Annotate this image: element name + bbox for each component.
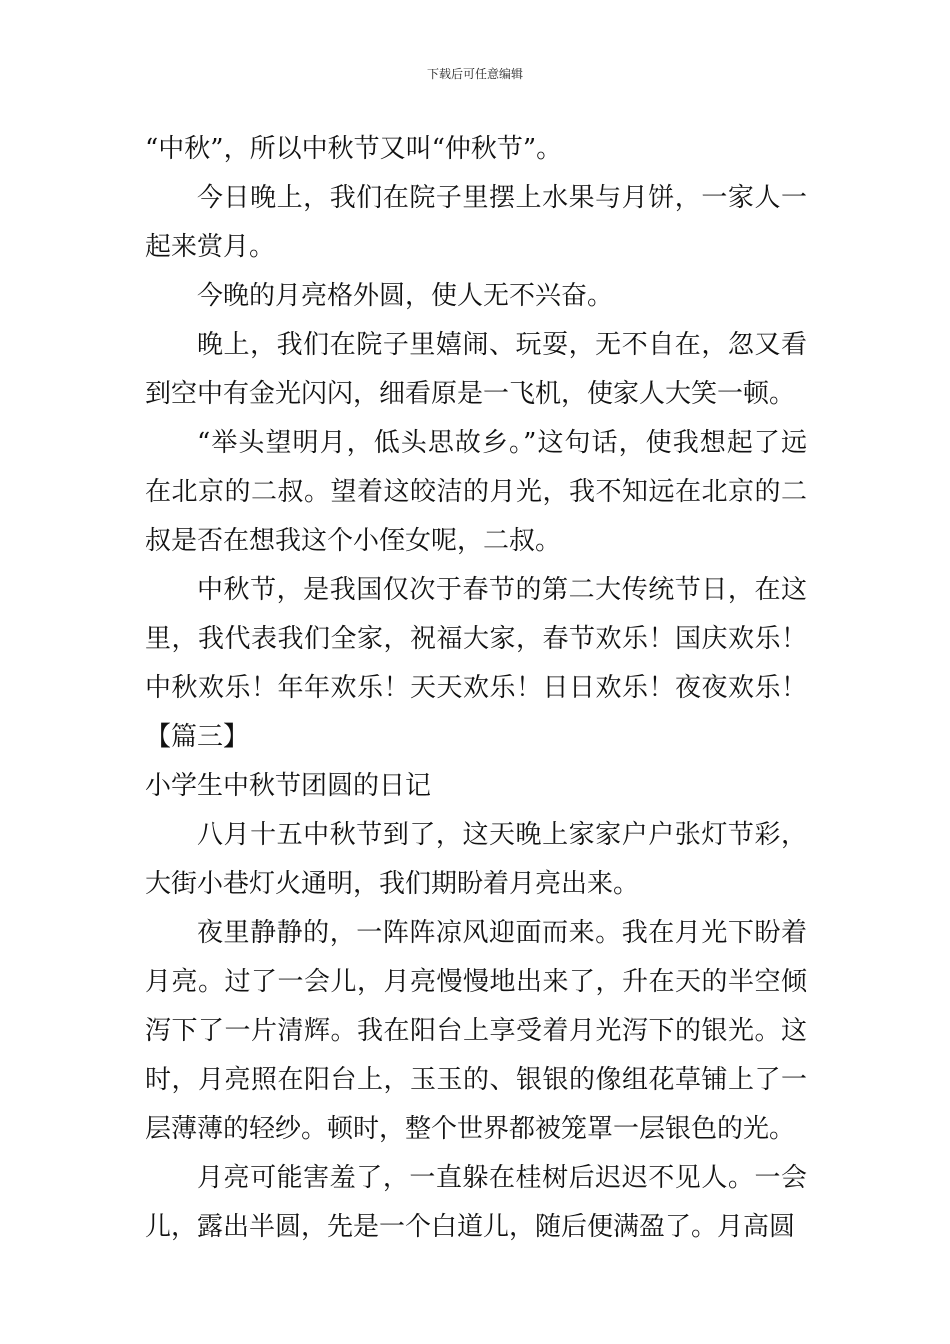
paragraph: 今日晚上，我们在院子里摆上水果与月饼，一家人一起来赏月。 — [145, 183, 807, 262]
paragraph: “中秋”，所以中秋节又叫“仲秋节”。 — [145, 134, 563, 164]
document-body — [145, 125, 807, 1252]
paragraph: 中秋节，是我国仅次于春节的第二大传统节日，在这里，我代表我们全家，祝福大家，春节欢乐！国庆欢乐！中秋欢乐！年年欢乐！天天欢乐！日日欢乐！夜夜欢乐！【篇三】 — [145, 575, 807, 752]
header-note: 下载后可任意编辑 — [426, 67, 523, 81]
paragraph: 今晚的月亮格外圆，使人无不兴奋。 — [197, 281, 614, 311]
paragraph: 八月十五中秋节到了，这天晚上家家户户张灯节彩，大街小巷灯火通明，我们期盼着月亮出来。 — [145, 820, 807, 899]
section-title: 小学生中秋节团圆的日记 — [145, 771, 432, 801]
paragraph: 晚上，我们在院子里嬉闹、玩耍，无不自在，忽又看到空中有金光闪闪，细看原是一飞机，使家人大笑一顿。 — [145, 330, 807, 409]
paragraph: “举头望明月，低头思故乡。”这句话，使我想起了远在北京的二叔。望着这皎洁的月光，我不知远在北京的二叔是否在想我这个小侄女呢，二叔。 — [145, 428, 807, 556]
paragraph: 月亮可能害羞了，一直躲在桂树后迟迟不见人。一会儿，露出半圆，先是一个白道儿，随后便满盈了。月高圆 — [145, 1163, 807, 1242]
paragraph: 夜里静静的，一阵阵凉风迎面而来。我在月光下盼着月亮。过了一会儿，月亮慢慢地出来了，升在天的半空倾泻下了一片清辉。我在阳台上享受着月光泻下的银光。这时，月亮照在阳台上，玉玉的、银银的像组花草铺上了一层薄薄的轻纱。顿时，整个世界都被笼罩一层银色的光。 — [145, 918, 807, 1144]
